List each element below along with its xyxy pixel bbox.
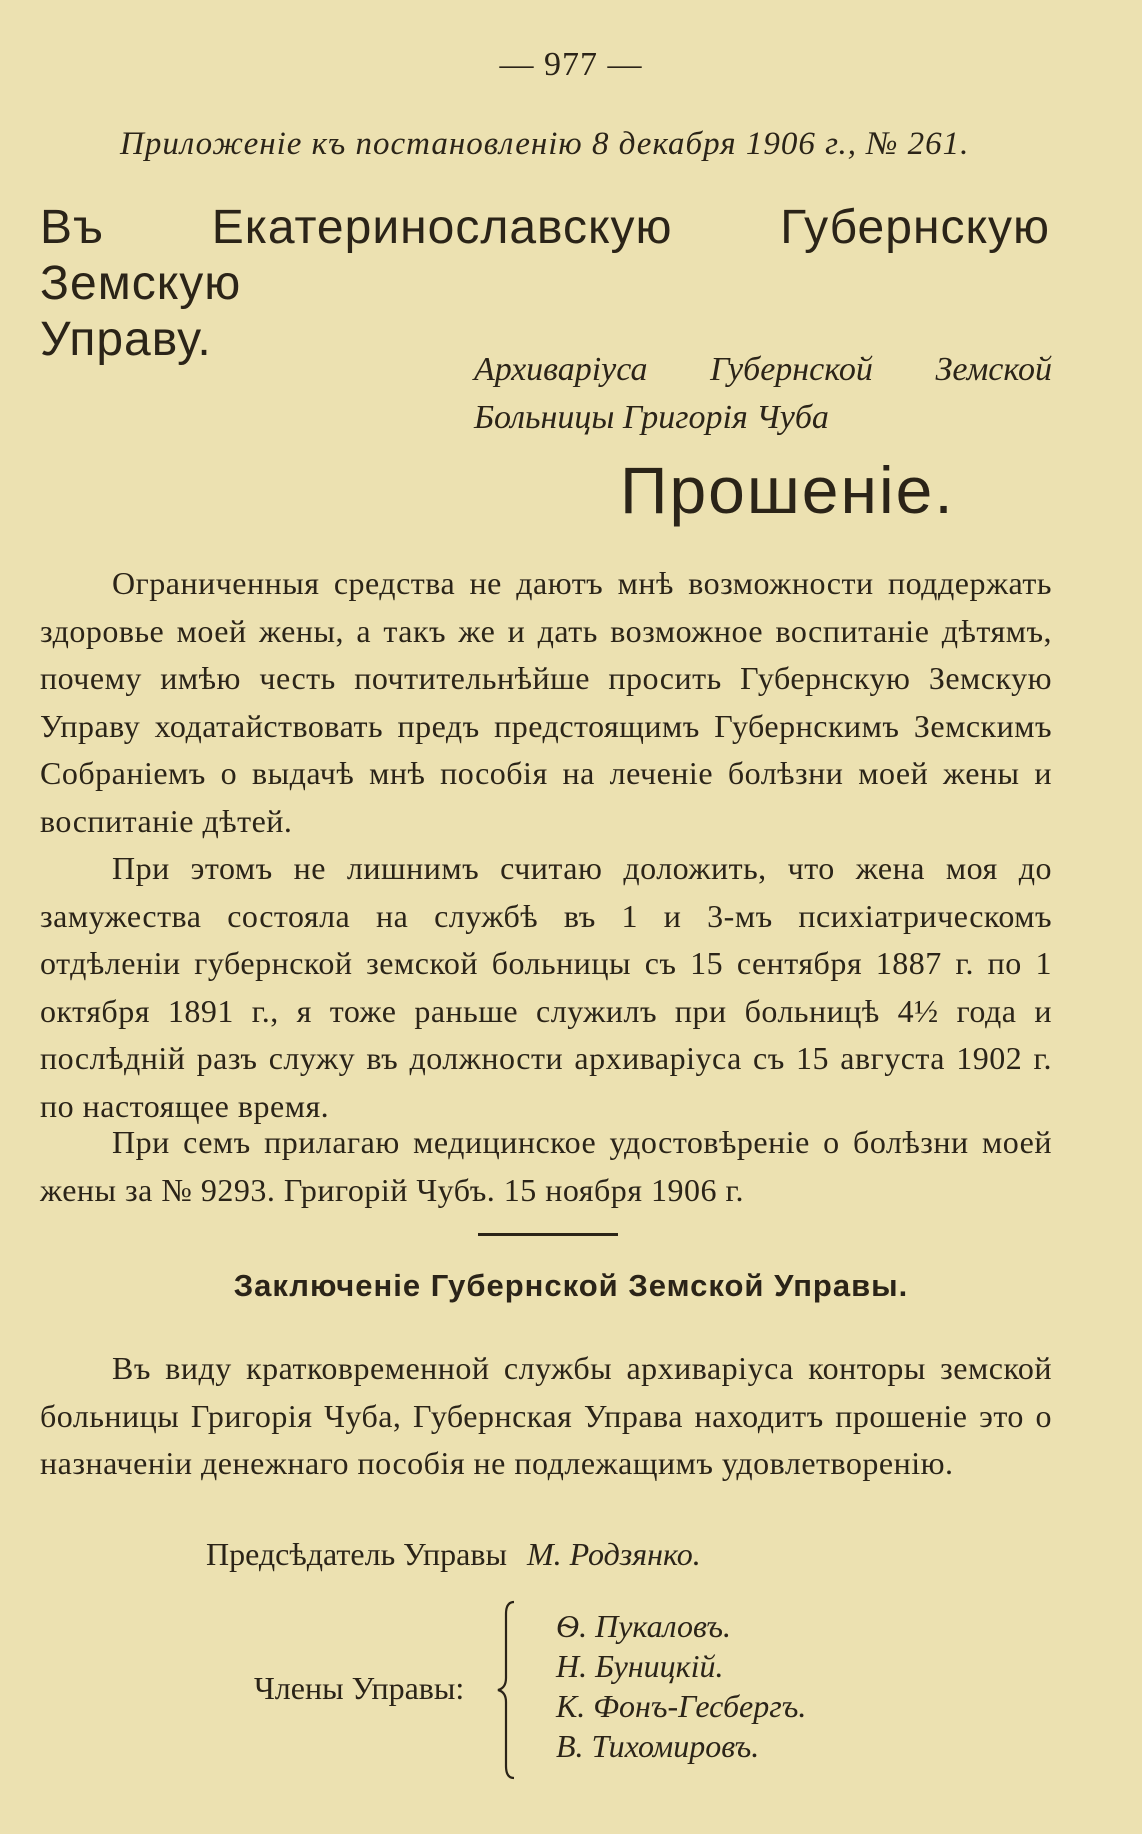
- members-label: Члены Управы:: [254, 1670, 465, 1706]
- chairman-label: Предсѣдатель Управы: [206, 1536, 507, 1572]
- members-brace: [496, 1600, 526, 1780]
- chairman-signature: [206, 1536, 701, 1573]
- petitioner-line-2: Больницы Григорія Чуба: [474, 399, 829, 436]
- paragraph-text: Ограниченныя средства не даютъ мнѣ возможности поддержать здоровье моей жены, а такъ же и дать возможное воспитаніе дѣтямъ, почему имѣю честь почтительнѣйше просить Губернскую Земскую Управу ходатайствовать предъ предстоящимъ Губернскимъ Земскимъ Собраніемъ о выдачѣ мнѣ пособія на леченіе болѣзни моей жены и воспитаніе дѣтей.: [40, 565, 1052, 839]
- petitioner: [474, 346, 1052, 442]
- conclusion-heading: Заключеніе Губернской Земской Управы.: [233, 1268, 909, 1303]
- member-name: Ѳ. Пукаловъ.: [556, 1608, 732, 1644]
- petition-title: Прошеніе.: [620, 453, 955, 527]
- section-divider: [478, 1233, 618, 1236]
- petition-paragraph-3: [40, 1119, 1052, 1214]
- page-number: — 977 —: [499, 46, 643, 83]
- addressee: [40, 200, 1050, 368]
- member-name: В. Тихомировъ.: [556, 1728, 760, 1764]
- members-list: [556, 1606, 806, 1766]
- petitioner-line-1: Архиваріуса Губернской Земской: [474, 351, 1052, 388]
- petition-paragraph-1: [40, 560, 1052, 845]
- appendix-note: Приложеніе къ постановленію 8 декабря 1906 г., № 261.: [120, 126, 970, 162]
- addressee-line-2: Управу.: [40, 313, 212, 366]
- member-name: Н. Буницкій.: [556, 1648, 724, 1684]
- petition-paragraph-2: [40, 845, 1052, 1130]
- addressee-line-1: Въ Екатеринославскую Губернскую Земскую: [40, 201, 1050, 310]
- conclusion-paragraph: [40, 1345, 1052, 1488]
- chairman-name: М. Родзянко.: [526, 1536, 701, 1572]
- paragraph-text: При семъ прилагаю медицинское удостовѣреніе о болѣзни моей жены за № 9293. Григорій Чубъ. 15 ноября 1906 г.: [40, 1124, 1052, 1208]
- paragraph-text: При этомъ не лишнимъ считаю доложить, что жена моя до замужества состояла на службѣ въ 1 и 3-мъ психіатрическомъ отдѣленіи губернской земской больницы съ 15 сентября 1887 г. по 1 октября 1891 г., я тоже раньше служилъ при больницѣ 4½ года и послѣдній разъ служу въ должности архиваріуса съ 15 августа 1902 г. по настоящее время.: [40, 850, 1052, 1124]
- member-name: К. Фонъ-Гесбергъ.: [556, 1688, 807, 1724]
- paragraph-text: Въ виду кратковременной службы архиваріуса конторы земской больницы Григорія Чуба, Губернская Управа находитъ прошеніе это о назначеніи денежнаго пособія не подлежащимъ удовлетворенію.: [40, 1350, 1052, 1481]
